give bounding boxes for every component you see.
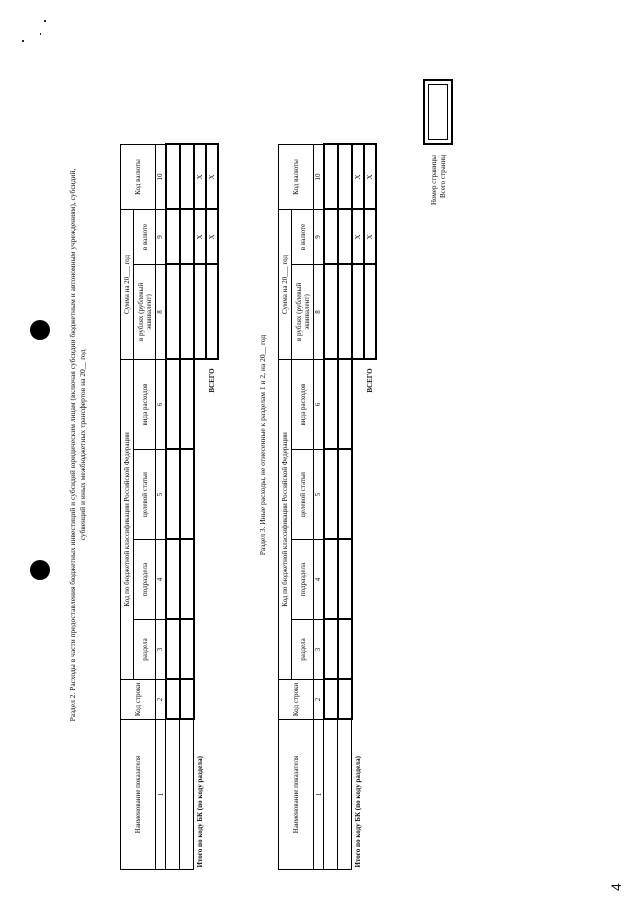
page-number: 4 (608, 883, 624, 891)
section2-title-line1: Раздел 2. Расходы в части предоставления бюджетных инвестиций и субсидий юридическим лицам (включая субсидии бюджетным и автономным учреждениям), субсидий, (68, 168, 77, 722)
table-cell[interactable] (180, 209, 194, 264)
total-by-bk-label: Итого по коду БК (по коду раздела) (352, 359, 364, 869)
x-mark: X (352, 209, 364, 264)
table-cell[interactable] (338, 720, 352, 870)
table-cell[interactable] (338, 144, 352, 209)
col-number: 1 (314, 720, 324, 870)
table-cell[interactable] (324, 450, 338, 540)
table-cell[interactable] (166, 209, 180, 264)
col-number: 5 (314, 450, 324, 540)
table-cell[interactable] (180, 450, 194, 540)
table-cell[interactable] (338, 680, 352, 720)
x-mark: X (352, 144, 364, 209)
table-cell[interactable] (166, 680, 180, 720)
col-header-currency-code: Код валюты (279, 144, 314, 209)
col-header-podrazdel: подраздела (134, 540, 156, 620)
page-info-labels (430, 155, 448, 275)
page-number-box-inner (428, 84, 448, 140)
col-number: 2 (156, 680, 166, 720)
table-cell[interactable] (338, 620, 352, 680)
col-number: 2 (314, 680, 324, 720)
total-all-label: ВСЕГО (365, 368, 374, 393)
table-cell[interactable] (352, 264, 364, 359)
col-header-target: целевой статьи (292, 450, 314, 540)
table-cell[interactable] (180, 680, 194, 720)
table-cell[interactable] (338, 540, 352, 620)
table-cell[interactable] (180, 540, 194, 620)
col-header-code-line: Код строки (121, 680, 156, 720)
table-cell[interactable] (166, 144, 180, 209)
col-header-razdel: раздела (134, 620, 156, 680)
col-header-rub: в рублях (рублевый эквивалент) (292, 264, 314, 359)
table-cell[interactable] (166, 620, 180, 680)
x-mark: X (194, 144, 206, 209)
table-cell[interactable] (364, 264, 376, 359)
table-cell[interactable] (180, 720, 194, 870)
x-mark: X (206, 209, 218, 264)
section3-title: Раздел 3. Иные расходы, не отнесенные к разделам 1 и 2, на 20__ год (258, 334, 267, 556)
table-cell[interactable] (324, 144, 338, 209)
col-number: 9 (156, 209, 166, 264)
col-header-name: Наименование показателя (121, 720, 156, 870)
table-cell[interactable] (324, 540, 338, 620)
col-header-name: Наименование показателя (279, 720, 314, 870)
table-cell[interactable] (194, 264, 206, 359)
x-mark: X (194, 209, 206, 264)
table-cell[interactable] (180, 359, 194, 449)
page-number-label: Номер страницы (430, 155, 438, 206)
section2-table (120, 143, 219, 870)
table-cell[interactable] (324, 264, 338, 359)
col-header-target: целевой статьи (134, 450, 156, 540)
col-header-rub: в рублях (рублевый эквивалент) (134, 264, 156, 359)
col-number: 4 (314, 540, 324, 620)
section2-title-line2: субвенций и иных межбюджетных трансфертов на 20__ год (78, 349, 87, 541)
col-header-bk-code: Код по бюджетной классификации Российской Федерации (121, 359, 134, 679)
col-header-bk-code: Код по бюджетной классификации Российской Федерации (279, 359, 292, 679)
table-cell[interactable] (166, 720, 180, 870)
col-header-currency-code: Код валюты (121, 144, 156, 209)
col-header-expense-type: вида расходов (134, 359, 156, 449)
section3-table (278, 143, 377, 870)
total-pages-label: Всего страниц (439, 155, 447, 199)
table-cell[interactable] (166, 264, 180, 359)
col-header-currency: в валюте (292, 209, 314, 264)
col-header-expense-type: вида расходов (292, 359, 314, 449)
col-number: 3 (314, 620, 324, 680)
col-number: 1 (156, 720, 166, 870)
page-number-box[interactable] (423, 79, 453, 145)
table-cell[interactable] (338, 209, 352, 264)
section2-title (68, 45, 88, 845)
table-cell[interactable] (338, 264, 352, 359)
x-mark: X (364, 144, 376, 209)
col-number: 8 (314, 264, 324, 359)
table-cell[interactable] (166, 540, 180, 620)
table-cell[interactable] (180, 620, 194, 680)
col-header-sum: Сумма на 20___ год (121, 209, 134, 359)
table-cell[interactable] (206, 264, 218, 359)
table-cell[interactable] (166, 450, 180, 540)
table-cell[interactable] (324, 620, 338, 680)
table-cell[interactable] (166, 359, 180, 449)
x-mark: X (364, 209, 376, 264)
table-cell[interactable] (324, 720, 338, 870)
table-cell[interactable] (338, 450, 352, 540)
total-by-bk-label: Итого по коду БК (по коду раздела) (194, 359, 206, 869)
table-cell[interactable] (324, 680, 338, 720)
col-number: 10 (156, 144, 166, 209)
col-number: 6 (314, 359, 324, 449)
col-number: 6 (156, 359, 166, 449)
total-all-label: ВСЕГО (207, 368, 216, 393)
col-number: 9 (314, 209, 324, 264)
col-header-currency: в валюте (134, 209, 156, 264)
col-number: 10 (314, 144, 324, 209)
table-cell[interactable] (180, 144, 194, 209)
x-mark: X (206, 144, 218, 209)
col-number: 3 (156, 620, 166, 680)
table-cell[interactable] (180, 264, 194, 359)
table-cell[interactable] (324, 209, 338, 264)
col-header-sum: Сумма на 20___ год (279, 209, 292, 359)
col-number: 4 (156, 540, 166, 620)
col-header-razdel: раздела (292, 620, 314, 680)
col-number: 5 (156, 450, 166, 540)
table-cell[interactable] (324, 359, 338, 449)
col-header-podrazdel: подраздела (292, 540, 314, 620)
col-header-code-line: Код строки (279, 680, 314, 720)
table-cell[interactable] (338, 359, 352, 449)
col-number: 8 (156, 264, 166, 359)
